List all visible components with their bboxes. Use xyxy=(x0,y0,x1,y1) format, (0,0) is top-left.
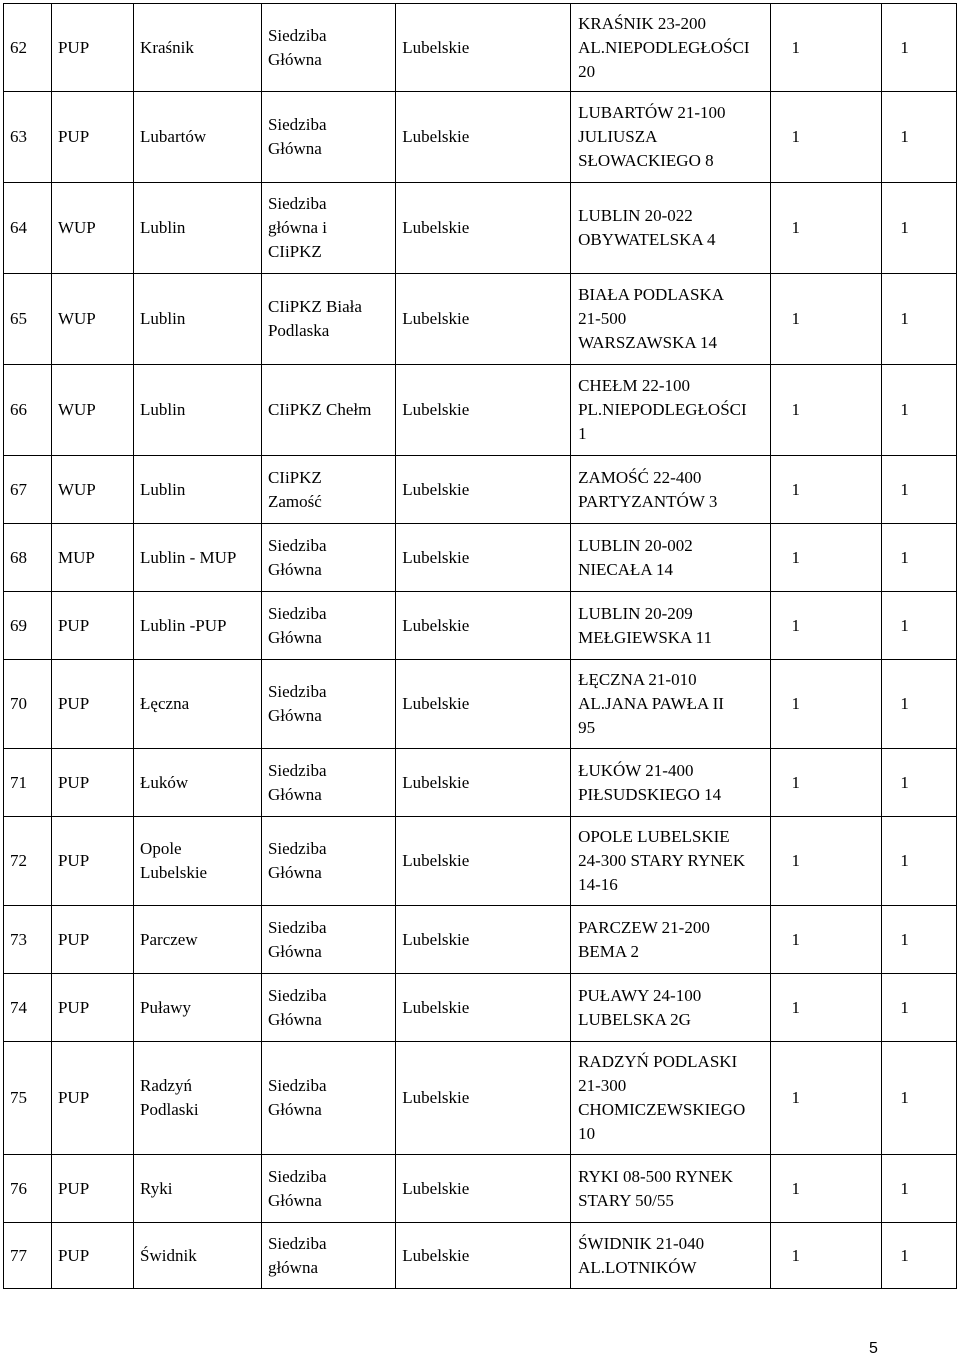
cell-office xyxy=(261,749,395,817)
cell-office-line: Siedziba xyxy=(267,603,327,623)
cell-v2: 1 xyxy=(882,456,957,524)
cell-city xyxy=(134,974,262,1042)
cell-city xyxy=(134,183,262,274)
cell-office-line: CIiPKZ xyxy=(267,242,322,261)
cell-v2: 1 xyxy=(882,274,957,365)
cell-region: Lubelskie xyxy=(396,183,571,274)
cell-office-line: Główna xyxy=(267,941,322,961)
cell-v2: 1 xyxy=(882,1155,957,1223)
cell-region: Lubelskie xyxy=(396,1042,571,1155)
cell-v2: 1 xyxy=(882,92,957,183)
cell-address-line: ZAMOŚĆ 22-400 xyxy=(578,467,702,487)
table-row xyxy=(4,660,957,749)
cell-office-line: Siedziba xyxy=(267,535,327,555)
cell-region: Lubelskie xyxy=(396,1155,571,1223)
cell-city-line: Lubelskie xyxy=(140,863,208,882)
cell-office xyxy=(261,92,395,183)
cell-type: PUP xyxy=(51,1223,133,1289)
cell-no: 62 xyxy=(4,4,52,92)
cell-region: Lubelskie xyxy=(396,749,571,817)
table-row xyxy=(4,4,957,92)
cell-type: PUP xyxy=(51,592,133,660)
cell-type: WUP xyxy=(51,183,133,274)
cell-v1: 1 xyxy=(771,592,882,660)
cell-city xyxy=(134,524,262,592)
cell-office xyxy=(261,592,395,660)
cell-region: Lubelskie xyxy=(396,592,571,660)
cell-v1: 1 xyxy=(771,92,882,183)
cell-address-line: CHOMICZEWSKIEGO xyxy=(578,1100,746,1119)
cell-address-line: AL.JANA PAWŁA II xyxy=(578,694,724,713)
cell-no: 77 xyxy=(4,1223,52,1289)
cell-type: PUP xyxy=(51,817,133,906)
cell-address-line: 21-300 xyxy=(578,1076,627,1095)
cell-no: 63 xyxy=(4,92,52,183)
cell-office xyxy=(261,1223,395,1289)
cell-type: PUP xyxy=(51,4,133,92)
cell-address-line: PUŁAWY 24-100 xyxy=(578,985,702,1005)
cell-address-line: AL.NIEPODLEGŁOŚCI xyxy=(578,37,750,57)
cell-city-line: Puławy xyxy=(140,997,192,1017)
table-row xyxy=(4,92,957,183)
cell-no: 69 xyxy=(4,592,52,660)
cell-city-line: Lublin xyxy=(140,309,186,328)
cell-office-line: Główna xyxy=(267,863,322,882)
cell-no: 71 xyxy=(4,749,52,817)
cell-v1: 1 xyxy=(771,1042,882,1155)
table-row xyxy=(4,524,957,592)
offices-table xyxy=(3,3,957,1289)
cell-region: Lubelskie xyxy=(396,92,571,183)
cell-v1: 1 xyxy=(771,4,882,92)
cell-address-line: ŚWIDNIK 21-040 xyxy=(578,1233,705,1253)
cell-office xyxy=(261,183,395,274)
cell-city-line: Radzyń xyxy=(140,1076,192,1095)
cell-address-line: BIAŁA PODLASKA xyxy=(578,285,725,304)
cell-city-line: Lublin -PUP xyxy=(140,615,227,635)
cell-v2: 1 xyxy=(882,4,957,92)
cell-address xyxy=(571,660,771,749)
cell-office-line: Siedziba xyxy=(267,1076,327,1095)
cell-address xyxy=(571,974,771,1042)
cell-city-line: Świdnik xyxy=(140,1245,197,1265)
table-row xyxy=(4,974,957,1042)
cell-city xyxy=(134,817,262,906)
cell-v1: 1 xyxy=(771,1155,882,1223)
cell-city-line: Kraśnik xyxy=(140,37,194,57)
cell-type: WUP xyxy=(51,365,133,456)
cell-city-line: Lublin - MUP xyxy=(140,547,237,567)
cell-office-line: Siedziba xyxy=(267,985,327,1005)
cell-type: PUP xyxy=(51,974,133,1042)
cell-no: 64 xyxy=(4,183,52,274)
cell-address-line: 95 xyxy=(578,718,596,737)
cell-city xyxy=(134,456,262,524)
cell-address-line: 20 xyxy=(578,61,596,81)
cell-no: 73 xyxy=(4,906,52,974)
cell-v2: 1 xyxy=(882,1042,957,1155)
cell-address-line: 1 xyxy=(578,424,587,443)
cell-city-line: Łuków xyxy=(140,772,189,792)
cell-region: Lubelskie xyxy=(396,974,571,1042)
cell-address-line: SŁOWACKIEGO 8 xyxy=(578,151,714,170)
table-row xyxy=(4,592,957,660)
cell-office xyxy=(261,365,395,456)
cell-v1: 1 xyxy=(771,365,882,456)
cell-office xyxy=(261,906,395,974)
cell-no: 68 xyxy=(4,524,52,592)
cell-city xyxy=(134,274,262,365)
cell-office-line: Główna xyxy=(267,1190,322,1210)
cell-address-line: JULIUSZA xyxy=(578,127,658,146)
cell-v2: 1 xyxy=(882,524,957,592)
cell-address xyxy=(571,4,771,92)
cell-address-line: WARSZAWSKA 14 xyxy=(578,333,717,352)
cell-address xyxy=(571,1223,771,1289)
cell-address xyxy=(571,817,771,906)
cell-address xyxy=(571,365,771,456)
cell-v2: 1 xyxy=(882,906,957,974)
cell-address-line: LUBELSKA 2G xyxy=(578,1009,691,1029)
cell-city xyxy=(134,749,262,817)
table-row xyxy=(4,1223,957,1289)
cell-address-line: ŁUKÓW 21-400 xyxy=(578,760,694,780)
cell-v2: 1 xyxy=(882,1223,957,1289)
cell-address-line: 10 xyxy=(578,1124,596,1143)
cell-office-line: Podlaska xyxy=(267,321,330,340)
cell-v1: 1 xyxy=(771,524,882,592)
cell-address-line: PARTYZANTÓW 3 xyxy=(578,491,718,511)
cell-v1: 1 xyxy=(771,660,882,749)
cell-city-line: Lublin xyxy=(140,479,186,499)
cell-v1: 1 xyxy=(771,974,882,1042)
cell-office-line: Siedziba xyxy=(267,1166,327,1186)
cell-region: Lubelskie xyxy=(396,274,571,365)
cell-type: PUP xyxy=(51,749,133,817)
cell-address-line: RADZYŃ PODLASKI xyxy=(578,1052,738,1071)
cell-address xyxy=(571,456,771,524)
cell-type: PUP xyxy=(51,1042,133,1155)
cell-office-line: Główna xyxy=(267,706,322,725)
cell-address-line: LUBLIN 20-022 xyxy=(578,206,693,225)
cell-city-line: Lubartów xyxy=(140,127,207,146)
cell-office-line: CIiPKZ Biała xyxy=(267,297,362,316)
cell-v1: 1 xyxy=(771,817,882,906)
cell-office-line: Główna xyxy=(267,627,322,647)
table-row xyxy=(4,274,957,365)
cell-region: Lubelskie xyxy=(396,456,571,524)
cell-region: Lubelskie xyxy=(396,660,571,749)
cell-address-line: PL.NIEPODLEGŁOŚCI xyxy=(578,400,747,419)
cell-v1: 1 xyxy=(771,183,882,274)
cell-no: 72 xyxy=(4,817,52,906)
table-row xyxy=(4,817,957,906)
cell-city xyxy=(134,4,262,92)
table-row xyxy=(4,906,957,974)
cell-v1: 1 xyxy=(771,456,882,524)
cell-office-line: Siedziba xyxy=(267,1233,327,1253)
cell-type: PUP xyxy=(51,1155,133,1223)
cell-office-line: Główna xyxy=(267,559,322,579)
cell-region: Lubelskie xyxy=(396,4,571,92)
cell-city-line: Podlaski xyxy=(140,1100,199,1119)
cell-city xyxy=(134,365,262,456)
cell-v2: 1 xyxy=(882,817,957,906)
cell-v2: 1 xyxy=(882,592,957,660)
cell-no: 67 xyxy=(4,456,52,524)
cell-city xyxy=(134,592,262,660)
cell-city xyxy=(134,92,262,183)
cell-address xyxy=(571,906,771,974)
cell-v2: 1 xyxy=(882,660,957,749)
cell-office-line: główna xyxy=(267,1257,318,1277)
cell-city-line: Lublin xyxy=(140,218,186,237)
table-row xyxy=(4,1155,957,1223)
table-row xyxy=(4,749,957,817)
cell-office-line: Siedziba xyxy=(267,917,327,937)
cell-type: MUP xyxy=(51,524,133,592)
cell-no: 66 xyxy=(4,365,52,456)
cell-address xyxy=(571,592,771,660)
cell-city xyxy=(134,1223,262,1289)
cell-v2: 1 xyxy=(882,365,957,456)
cell-office-line: Siedziba xyxy=(267,682,327,701)
cell-v1: 1 xyxy=(771,749,882,817)
cell-v2: 1 xyxy=(882,974,957,1042)
cell-city-line: Łęczna xyxy=(140,694,190,713)
cell-region: Lubelskie xyxy=(396,906,571,974)
cell-address-line: NIECAŁA 14 xyxy=(578,559,673,579)
cell-office-line: Główna xyxy=(267,784,322,804)
cell-type: WUP xyxy=(51,274,133,365)
cell-city-line: Opole xyxy=(140,839,182,858)
page-number: 5 xyxy=(869,1340,878,1357)
cell-city-line: Parczew xyxy=(140,929,198,949)
cell-office-line: Siedziba xyxy=(267,194,327,213)
cell-city xyxy=(134,1155,262,1223)
cell-type: PUP xyxy=(51,660,133,749)
cell-office-line: CIiPKZ xyxy=(267,467,322,487)
cell-office xyxy=(261,274,395,365)
cell-no: 76 xyxy=(4,1155,52,1223)
cell-no: 74 xyxy=(4,974,52,1042)
cell-address-line: OPOLE LUBELSKIE xyxy=(578,827,730,846)
table-row xyxy=(4,183,957,274)
cell-address-line: ŁĘCZNA 21-010 xyxy=(578,670,697,689)
cell-region: Lubelskie xyxy=(396,524,571,592)
cell-address-line: RYKI 08-500 RYNEK xyxy=(578,1166,733,1186)
cell-office xyxy=(261,456,395,524)
cell-office xyxy=(261,817,395,906)
cell-no: 70 xyxy=(4,660,52,749)
cell-address xyxy=(571,1042,771,1155)
cell-region: Lubelskie xyxy=(396,817,571,906)
cell-v2: 1 xyxy=(882,749,957,817)
cell-office-line: Zamość xyxy=(267,491,322,511)
cell-office-line: główna i xyxy=(267,218,327,237)
cell-office-line: Siedziba xyxy=(267,839,327,858)
cell-office xyxy=(261,1042,395,1155)
cell-address xyxy=(571,1155,771,1223)
cell-office-line: Siedziba xyxy=(267,115,327,134)
cell-address xyxy=(571,183,771,274)
cell-address-line: KRAŚNIK 23-200 xyxy=(578,13,707,33)
cell-address-line: 21-500 xyxy=(578,309,627,328)
cell-no: 75 xyxy=(4,1042,52,1155)
cell-city xyxy=(134,906,262,974)
cell-city-line: Lublin xyxy=(140,400,186,419)
cell-office-line: Główna xyxy=(267,1100,322,1119)
cell-address-line: LUBARTÓW 21-100 xyxy=(578,103,726,122)
cell-region: Lubelskie xyxy=(396,1223,571,1289)
cell-address-line: 14-16 xyxy=(578,875,618,894)
cell-v1: 1 xyxy=(771,906,882,974)
cell-address-line: LUBLIN 20-002 xyxy=(578,535,693,555)
cell-v1: 1 xyxy=(771,274,882,365)
offices-table-body xyxy=(4,4,957,1289)
cell-type: PUP xyxy=(51,906,133,974)
cell-address xyxy=(571,274,771,365)
cell-address xyxy=(571,524,771,592)
cell-office-line: Siedziba xyxy=(267,25,327,45)
cell-address-line: 24-300 STARY RYNEK xyxy=(578,851,746,870)
cell-city-line: Ryki xyxy=(140,1178,173,1198)
cell-type: PUP xyxy=(51,92,133,183)
cell-office-line: Główna xyxy=(267,1009,322,1029)
cell-address-line: AL.LOTNIKÓW xyxy=(578,1257,697,1277)
cell-office-line: Główna xyxy=(267,49,322,69)
cell-v2: 1 xyxy=(882,183,957,274)
cell-office xyxy=(261,1155,395,1223)
cell-city xyxy=(134,1042,262,1155)
cell-address xyxy=(571,92,771,183)
cell-address-line: PARCZEW 21-200 xyxy=(578,917,710,937)
cell-address xyxy=(571,749,771,817)
cell-type: WUP xyxy=(51,456,133,524)
cell-no: 65 xyxy=(4,274,52,365)
cell-office xyxy=(261,4,395,92)
cell-address-line: PIŁSUDSKIEGO 14 xyxy=(578,784,722,804)
cell-office-line: CIiPKZ Chełm xyxy=(267,400,372,419)
cell-office-line: Główna xyxy=(267,139,322,158)
cell-address-line: BEMA 2 xyxy=(578,941,640,961)
cell-address-line: STARY 50/55 xyxy=(578,1190,674,1210)
cell-region: Lubelskie xyxy=(396,365,571,456)
cell-address-line: LUBLIN 20-209 xyxy=(578,603,693,623)
cell-office-line: Siedziba xyxy=(267,760,327,780)
cell-office xyxy=(261,660,395,749)
cell-city xyxy=(134,660,262,749)
cell-office xyxy=(261,974,395,1042)
cell-address-line: OBYWATELSKA 4 xyxy=(578,230,716,249)
cell-office xyxy=(261,524,395,592)
table-row xyxy=(4,1042,957,1155)
table-row xyxy=(4,365,957,456)
table-row xyxy=(4,456,957,524)
cell-address-line: MEŁGIEWSKA 11 xyxy=(578,627,713,647)
cell-address-line: CHEŁM 22-100 xyxy=(578,376,690,395)
cell-v1: 1 xyxy=(771,1223,882,1289)
